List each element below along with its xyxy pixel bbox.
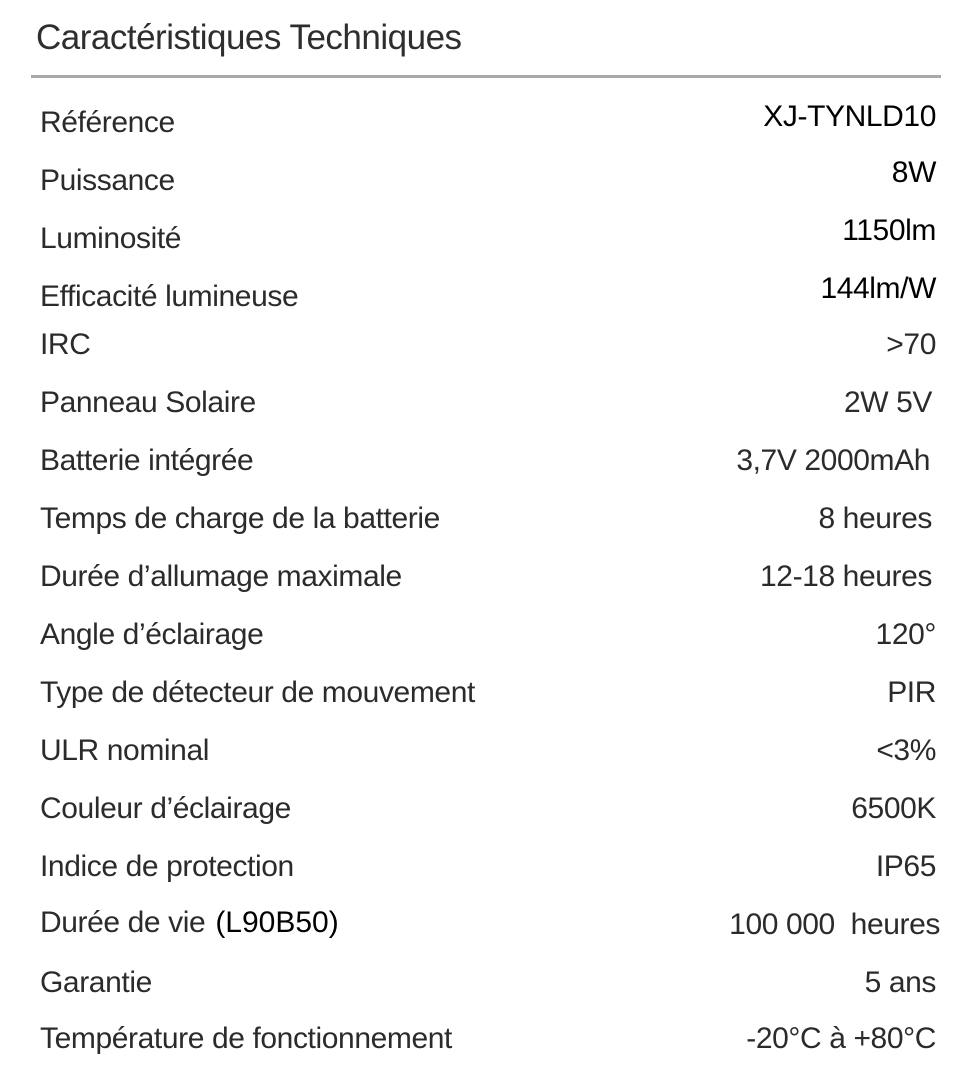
spec-row-reference: [0, 98, 966, 148]
spec-row-garantie: [0, 966, 966, 1016]
spec-row-duree-allumage: [0, 560, 966, 610]
spec-row-irc: [0, 328, 966, 378]
spec-row-detecteur: [0, 676, 966, 726]
spec-row-panneau-solaire: [0, 386, 966, 436]
spec-value: 100 000 heures: [729, 908, 940, 941]
spec-row-angle: [0, 618, 966, 668]
spec-value: XJ-TYNLD10: [763, 100, 936, 133]
spec-value: 8W: [891, 156, 936, 189]
spec-row-duree-vie: [0, 906, 966, 956]
spec-row-efficacite: [0, 272, 966, 322]
spec-value: IP65: [875, 850, 936, 883]
spec-label: Température de fonctionnement: [40, 1022, 452, 1055]
spec-value: 120°: [875, 618, 936, 651]
spec-label: Batterie intégrée: [40, 444, 254, 477]
spec-label: ULR nominal: [40, 734, 210, 767]
spec-value: >70: [886, 328, 936, 361]
spec-row-puissance: [0, 156, 966, 206]
spec-label: Durée de vie: [40, 906, 206, 939]
spec-row-batterie: [0, 444, 966, 494]
spec-row-couleur: [0, 792, 966, 842]
spec-row-ulr: [0, 734, 966, 784]
spec-row-luminosite: [0, 214, 966, 264]
spec-label: Puissance: [40, 164, 175, 197]
spec-value: 6500K: [851, 792, 936, 825]
spec-value: 8 heures: [818, 502, 932, 535]
spec-value: 144lm/W: [820, 272, 936, 305]
spec-label: Référence: [40, 106, 175, 139]
spec-value: 3,7V 2000mAh: [736, 444, 930, 477]
spec-label: Efficacité lumineuse: [40, 280, 299, 313]
spec-label: Couleur d’éclairage: [40, 792, 291, 825]
spec-value: PIR: [887, 676, 936, 709]
spec-row-temperature: [0, 1022, 966, 1072]
spec-label: Panneau Solaire: [40, 386, 256, 419]
spec-value: <3%: [876, 734, 936, 767]
spec-value: 2W 5V: [843, 386, 932, 419]
spec-label: Type de détecteur de mouvement: [40, 676, 475, 709]
spec-value: 1150lm: [842, 214, 936, 247]
page-title: Caractéristiques Techniques: [36, 18, 462, 57]
spec-label: Angle d’éclairage: [40, 618, 264, 651]
spec-value: -20°C à +80°C: [746, 1022, 936, 1055]
spec-label: Luminosité: [40, 222, 182, 255]
spec-value: 5 ans: [864, 966, 936, 999]
title-divider: [31, 75, 941, 78]
spec-value: 12-18 heures: [760, 560, 932, 593]
spec-label-group: [40, 906, 339, 940]
spec-label: Durée d’allumage maximale: [40, 560, 402, 593]
spec-row-temps-charge: [0, 502, 966, 552]
spec-label: IRC: [40, 328, 91, 361]
spec-row-protection: [0, 850, 966, 900]
spec-label: Temps de charge de la batterie: [40, 502, 440, 535]
spec-label: Indice de protection: [40, 850, 294, 883]
spec-label: Garantie: [40, 966, 152, 999]
spec-label-note: (L90B50): [215, 906, 339, 939]
